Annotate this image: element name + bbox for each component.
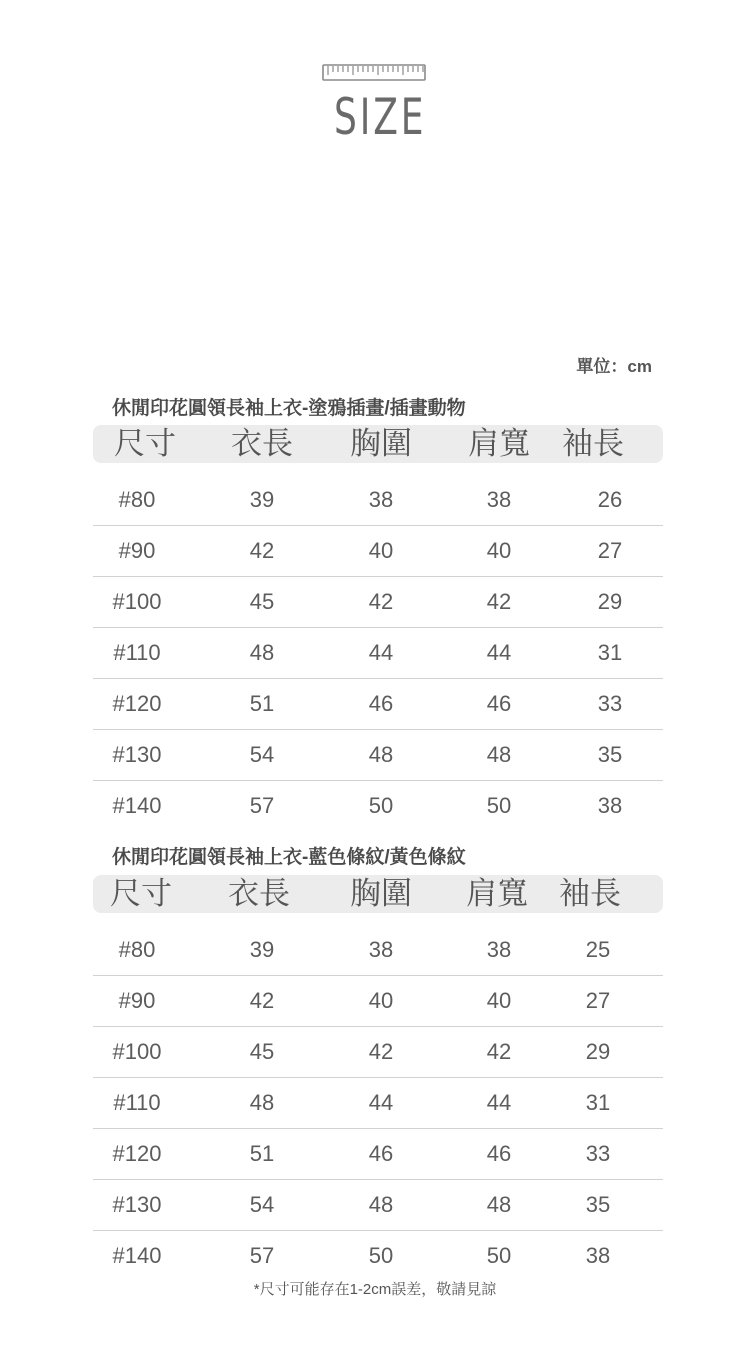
cell-sleeve: 38: [597, 793, 623, 818]
cell-size: #120: [112, 1141, 162, 1166]
cell-length: 42: [249, 538, 275, 563]
table-row: [93, 475, 663, 526]
cell-chest: 38: [368, 937, 394, 962]
cell-size: #80: [118, 937, 156, 962]
cell-length: 39: [249, 487, 275, 512]
cell-shoulder: 38: [486, 487, 512, 512]
cell-sleeve: 31: [597, 640, 623, 665]
column-header-shoulder: 肩寬: [468, 426, 530, 461]
table-title-1: 休閒印花圓領長袖上衣-塗鴉插畫/插畫動物: [112, 398, 466, 419]
ruler-icon: [322, 62, 426, 82]
size-note: *尺寸可能存在1-2cm誤差，敬請見諒: [253, 1281, 497, 1298]
table-row: [93, 1180, 663, 1231]
column-header-sleeve: 袖長: [562, 426, 624, 461]
table-row: [93, 1078, 663, 1129]
cell-shoulder: 46: [486, 691, 512, 716]
cell-shoulder: 42: [486, 589, 512, 614]
cell-shoulder: 48: [486, 742, 512, 767]
cell-size: #130: [112, 1192, 162, 1217]
cell-shoulder: 38: [486, 937, 512, 962]
cell-length: 57: [249, 793, 275, 818]
cell-shoulder: 46: [486, 1141, 512, 1166]
cell-shoulder: 40: [486, 988, 512, 1013]
cell-sleeve: 33: [597, 691, 623, 716]
cell-size: #100: [112, 589, 162, 614]
table-row: [93, 577, 663, 628]
cell-shoulder: 50: [486, 1243, 512, 1268]
cell-sleeve: 35: [585, 1192, 611, 1217]
table-row: [93, 679, 663, 730]
cell-length: 42: [249, 988, 275, 1013]
column-header-size: 尺寸: [110, 876, 172, 911]
cell-length: 48: [249, 1090, 275, 1115]
cell-shoulder: 44: [486, 640, 512, 665]
cell-sleeve: 25: [585, 937, 611, 962]
cell-size: #80: [118, 487, 156, 512]
cell-chest: 38: [368, 487, 394, 512]
table-body: [93, 925, 663, 1281]
cell-shoulder: 44: [486, 1090, 512, 1115]
cell-sleeve: 27: [585, 988, 611, 1013]
cell-chest: 40: [368, 988, 394, 1013]
cell-size: #100: [112, 1039, 162, 1064]
cell-size: #140: [112, 1243, 162, 1268]
cell-length: 54: [249, 1192, 275, 1217]
size-logo-text: SIZE: [334, 88, 427, 146]
cell-shoulder: 42: [486, 1039, 512, 1064]
cell-size: #140: [112, 793, 162, 818]
cell-length: 54: [249, 742, 275, 767]
cell-chest: 44: [368, 640, 394, 665]
cell-sleeve: 29: [597, 589, 623, 614]
cell-length: 45: [249, 589, 275, 614]
table-body: [93, 475, 663, 831]
table-row: [93, 526, 663, 577]
cell-size: #110: [113, 640, 161, 665]
table-row: [93, 1129, 663, 1180]
cell-sleeve: 26: [597, 487, 623, 512]
size-logo: [322, 62, 430, 152]
cell-shoulder: 48: [486, 1192, 512, 1217]
column-header-chest: 胸圍: [350, 876, 412, 911]
cell-chest: 46: [368, 691, 394, 716]
table-row: [93, 1027, 663, 1078]
column-header-length: 衣長: [231, 426, 293, 461]
column-header-chest: 胸圍: [350, 426, 412, 461]
size-table-2: [93, 875, 663, 1281]
cell-chest: 48: [368, 742, 394, 767]
cell-chest: 48: [368, 1192, 394, 1217]
cell-sleeve: 27: [597, 538, 623, 563]
cell-length: 39: [249, 937, 275, 962]
cell-size: #90: [118, 988, 156, 1013]
table-header: [93, 425, 663, 463]
cell-size: #110: [113, 1090, 161, 1115]
table-row: [93, 925, 663, 976]
cell-shoulder: 40: [486, 538, 512, 563]
unit-label: 單位：cm: [576, 357, 652, 376]
cell-size: #120: [112, 691, 162, 716]
cell-length: 57: [249, 1243, 275, 1268]
cell-chest: 40: [368, 538, 394, 563]
cell-chest: 50: [368, 1243, 394, 1268]
cell-size: #90: [118, 538, 156, 563]
column-header-sleeve: 袖長: [559, 876, 621, 911]
cell-sleeve: 33: [585, 1141, 611, 1166]
table-title-2: 休閒印花圓領長袖上衣-藍色條紋/黃色條紋: [112, 847, 466, 868]
table-row: [93, 628, 663, 679]
table-row: [93, 976, 663, 1027]
table-row: [93, 781, 663, 831]
cell-length: 45: [249, 1039, 275, 1064]
cell-chest: 50: [368, 793, 394, 818]
cell-chest: 42: [368, 1039, 394, 1064]
cell-sleeve: 35: [597, 742, 623, 767]
column-header-size: 尺寸: [114, 426, 176, 461]
column-header-shoulder: 肩寬: [466, 876, 528, 911]
cell-shoulder: 50: [486, 793, 512, 818]
column-header-length: 衣長: [228, 876, 290, 911]
table-row: [93, 730, 663, 781]
cell-sleeve: 29: [585, 1039, 611, 1064]
cell-chest: 42: [368, 589, 394, 614]
size-table-1: [93, 425, 663, 831]
cell-length: 51: [249, 1141, 275, 1166]
table-row: [93, 1231, 663, 1281]
cell-chest: 44: [368, 1090, 394, 1115]
cell-length: 51: [249, 691, 275, 716]
cell-sleeve: 38: [585, 1243, 611, 1268]
cell-size: #130: [112, 742, 162, 767]
cell-length: 48: [249, 640, 275, 665]
table-header: [93, 875, 663, 913]
cell-chest: 46: [368, 1141, 394, 1166]
cell-sleeve: 31: [585, 1090, 611, 1115]
